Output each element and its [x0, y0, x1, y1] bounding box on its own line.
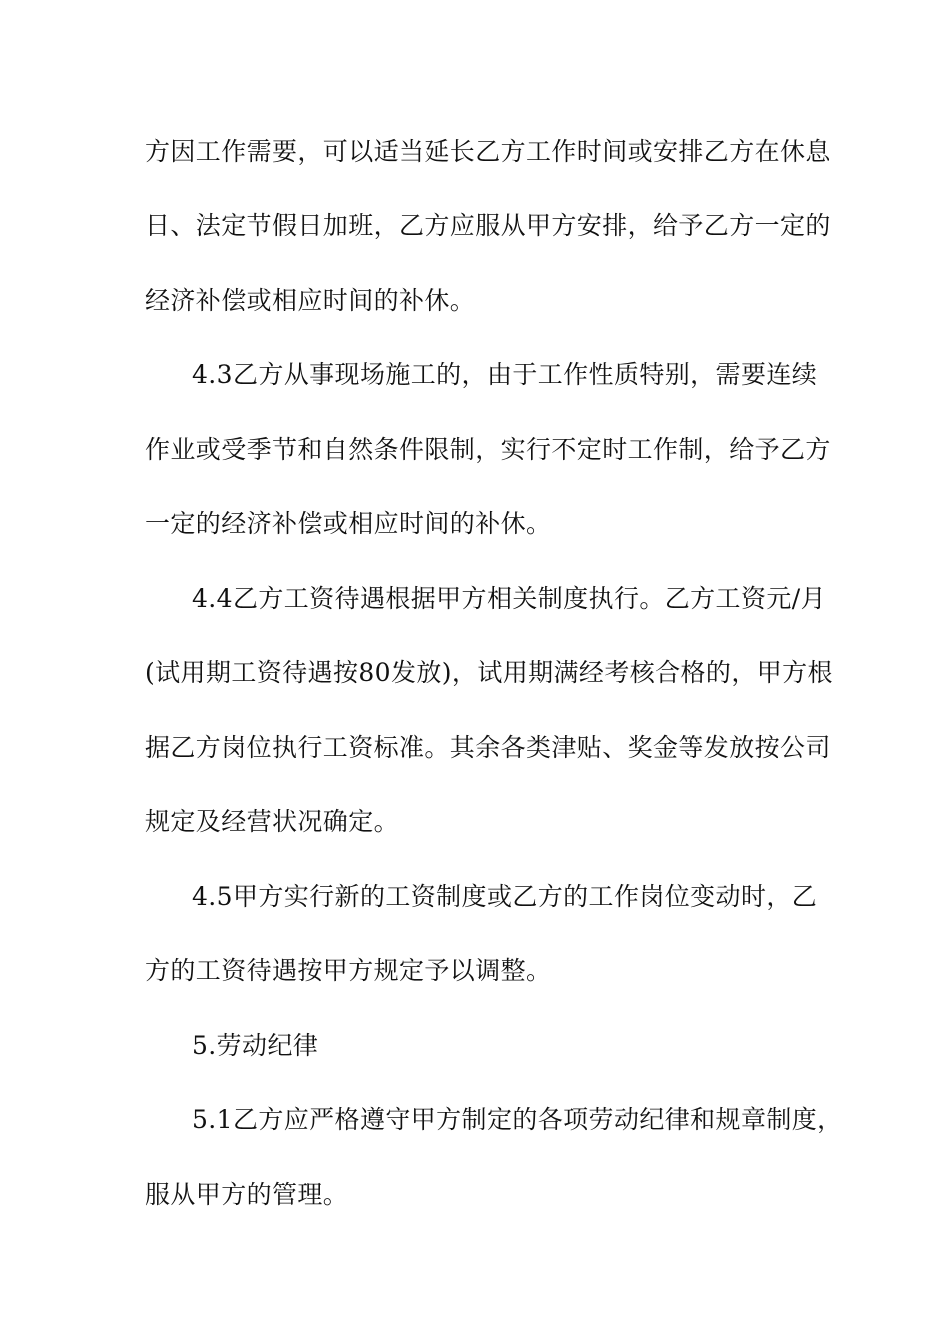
clause-4-3-line: 4.3乙方从事现场施工的，由于工作性质特别，需要连续 [192, 360, 818, 389]
clause-4-4-line: 4.4乙方工资待遇根据甲方相关制度执行。乙方工资元/月 [192, 584, 826, 613]
paragraph-line: 作业或受季节和自然条件限制，实行不定时工作制，给予乙方 [145, 435, 831, 464]
paragraph-line: 规定及经营状况确定。 [145, 807, 400, 836]
paragraph-line: 方因工作需要，可以适当延长乙方工作时间或安排乙方在休息 [145, 137, 831, 166]
paragraph-line: 一定的经济补偿或相应时间的补休。 [145, 509, 552, 538]
paragraph-line: 经济补偿或相应时间的补休。 [145, 286, 476, 315]
paragraph-line: 服从甲方的管理。 [145, 1180, 349, 1209]
paragraph-line: 方的工资待遇按甲方规定予以调整。 [145, 956, 552, 985]
paragraph-line: (试用期工资待遇按80发放)，试用期满经考核合格的，甲方根 [145, 658, 833, 687]
paragraph-line: 日、法定节假日加班，乙方应服从甲方安排，给予乙方一定的 [145, 211, 831, 240]
clause-4-5-line: 4.5甲方实行新的工资制度或乙方的工作岗位变动时，乙 [192, 882, 818, 911]
section-heading: 5.劳动纪律 [192, 1031, 319, 1060]
clause-5-1-line: 5.1乙方应严格遵守甲方制定的各项劳动纪律和规章制度， [192, 1105, 843, 1134]
paragraph-line: 据乙方岗位执行工资标准。其余各类津贴、奖金等发放按公司 [145, 733, 831, 762]
